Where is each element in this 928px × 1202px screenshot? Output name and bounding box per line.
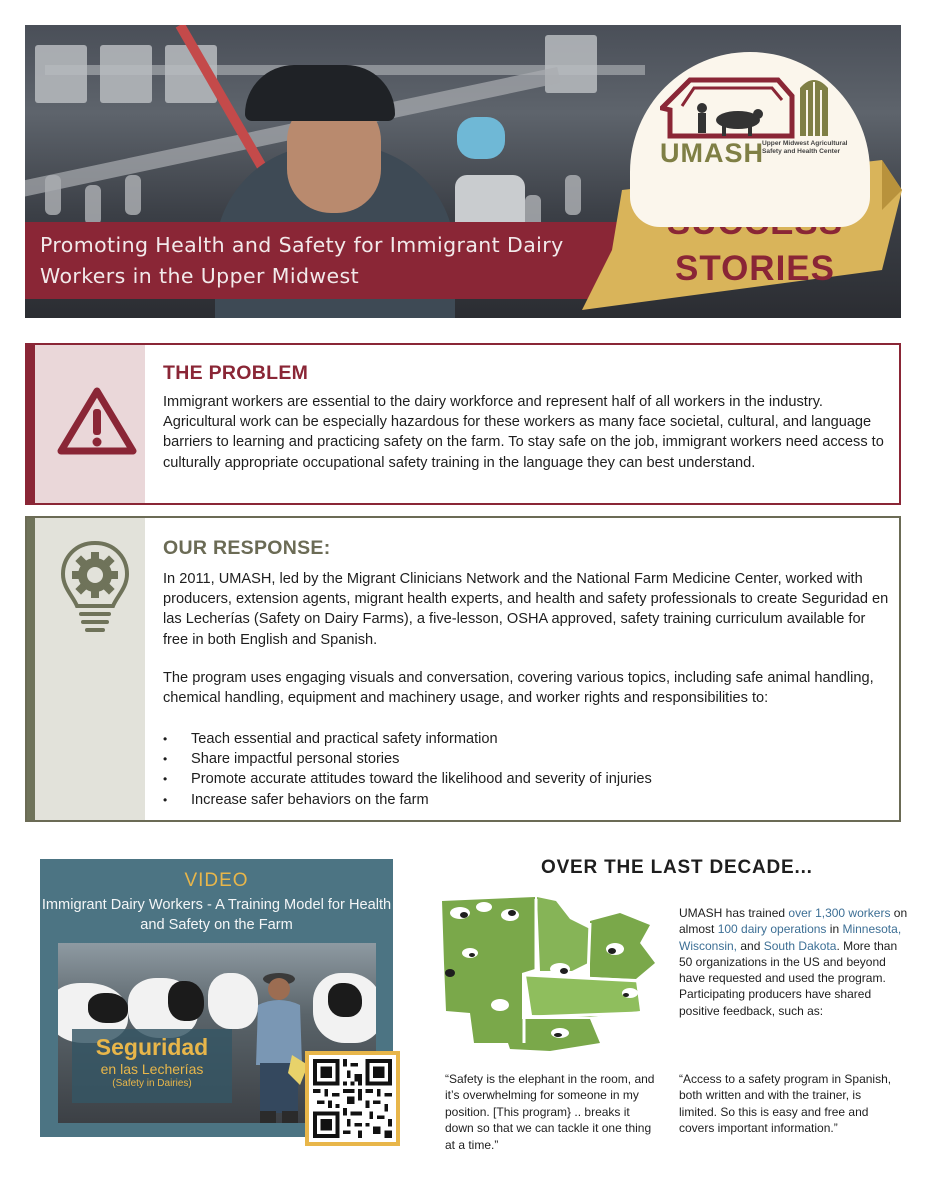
producer-quote-1: “Safety is the elephant in the room, and it’s overwhelming for someone in my position. [This program} .. breaks it down so that we can tackle it one thing at a time.” (445, 1072, 655, 1152)
response-paragraph-1: In 2011, UMASH, led by the Migrant Clinicians Network and the National Farm Medicine Center, worked with producers, extension agents, migrant health experts, and health and safety professionals to create Seguridad en las Lecherías (Safety on Dairy Farms), a five-lesson, OSHA approved, safety training curriculum available for free in both English and Spanish. (163, 571, 889, 648)
response-heading: OUR RESPONSE: (163, 537, 331, 559)
hero-title-banner (25, 222, 640, 299)
response-paragraph-2: The program uses engaging visuals and conversation, covering various topics, including safe animal handling, chemical handling, equipment and machinery usage, and worker rights and responsibilities to: (163, 670, 874, 707)
list-item: • Promote accurate attitudes toward the likelihood and severity of injuries (163, 769, 883, 789)
video-label: VIDEO (184, 870, 249, 891)
decade-stat-text: UMASH has trained over 1,300 workers on almost 100 dairy operations in Minnesota, Wisconsin, and South Dakota. More than 50 organizations in the US and beyond have requested and used the program. Participating producers have shared positive feedback, such as: (679, 906, 908, 1018)
list-item: • Share impactful personal stories (163, 749, 883, 769)
problem-heading: THE PROBLEM (163, 362, 309, 384)
producer-quote-2: “Access to a safety program in Spanish, both written and with the trainer, is limited. So this is easy and free and covers important information.” (679, 1072, 892, 1136)
problem-section (25, 343, 901, 505)
warning-triangle-icon (57, 385, 137, 457)
state-map-image (440, 893, 665, 1053)
video-qr-code[interactable] (305, 1051, 400, 1146)
stat-highlight-operations: 100 dairy operations (717, 922, 827, 937)
farmer-figure (248, 965, 310, 1123)
logo-wordmark: UMASH (660, 138, 764, 168)
success-stories-title: STORIES (674, 249, 835, 288)
logo-subtitle: Upper Midwest Agricultural Safety and Health Center (762, 140, 848, 155)
response-section (25, 516, 901, 822)
list-item: • Teach essential and practical safety information (163, 729, 883, 749)
problem-sidebar (27, 345, 145, 503)
video-thumb-title: Seguridad en las Lecherías (Safety in Dairies) (72, 1029, 232, 1103)
list-item: • Increase safer behaviors on the farm (163, 790, 883, 810)
umash-barn-logo-icon (660, 70, 840, 140)
response-sidebar (27, 518, 145, 820)
page-title: Promoting Health and Safety for Immigrant Dairy Workers in the Upper Midwest (40, 233, 564, 288)
response-bullet-list (163, 729, 883, 810)
stat-highlight-workers: over 1,300 workers (788, 906, 891, 920)
stat-highlight-south-dakota: South Dakota (763, 938, 837, 953)
lightbulb-gear-icon (57, 538, 133, 638)
decade-heading: OVER THE LAST DECADE... (541, 857, 813, 878)
video-title[interactable]: Immigrant Dairy Workers - A Training Model for Health and Safety on the Farm (41, 897, 392, 933)
problem-text: Immigrant workers are essential to the dairy workforce and represent half of all workers in the industry. Agricultural work can be especially hazardous for these workers as many face societal, cultural, and language barriers to learning and practicing safety on the farm. To stay safe on the job, immigrant workers need access to culturally appropriate occupational safety training in the language they can best understand. (163, 394, 884, 471)
stat-highlight-states: Minnesota, Wisconsin, (679, 922, 902, 953)
